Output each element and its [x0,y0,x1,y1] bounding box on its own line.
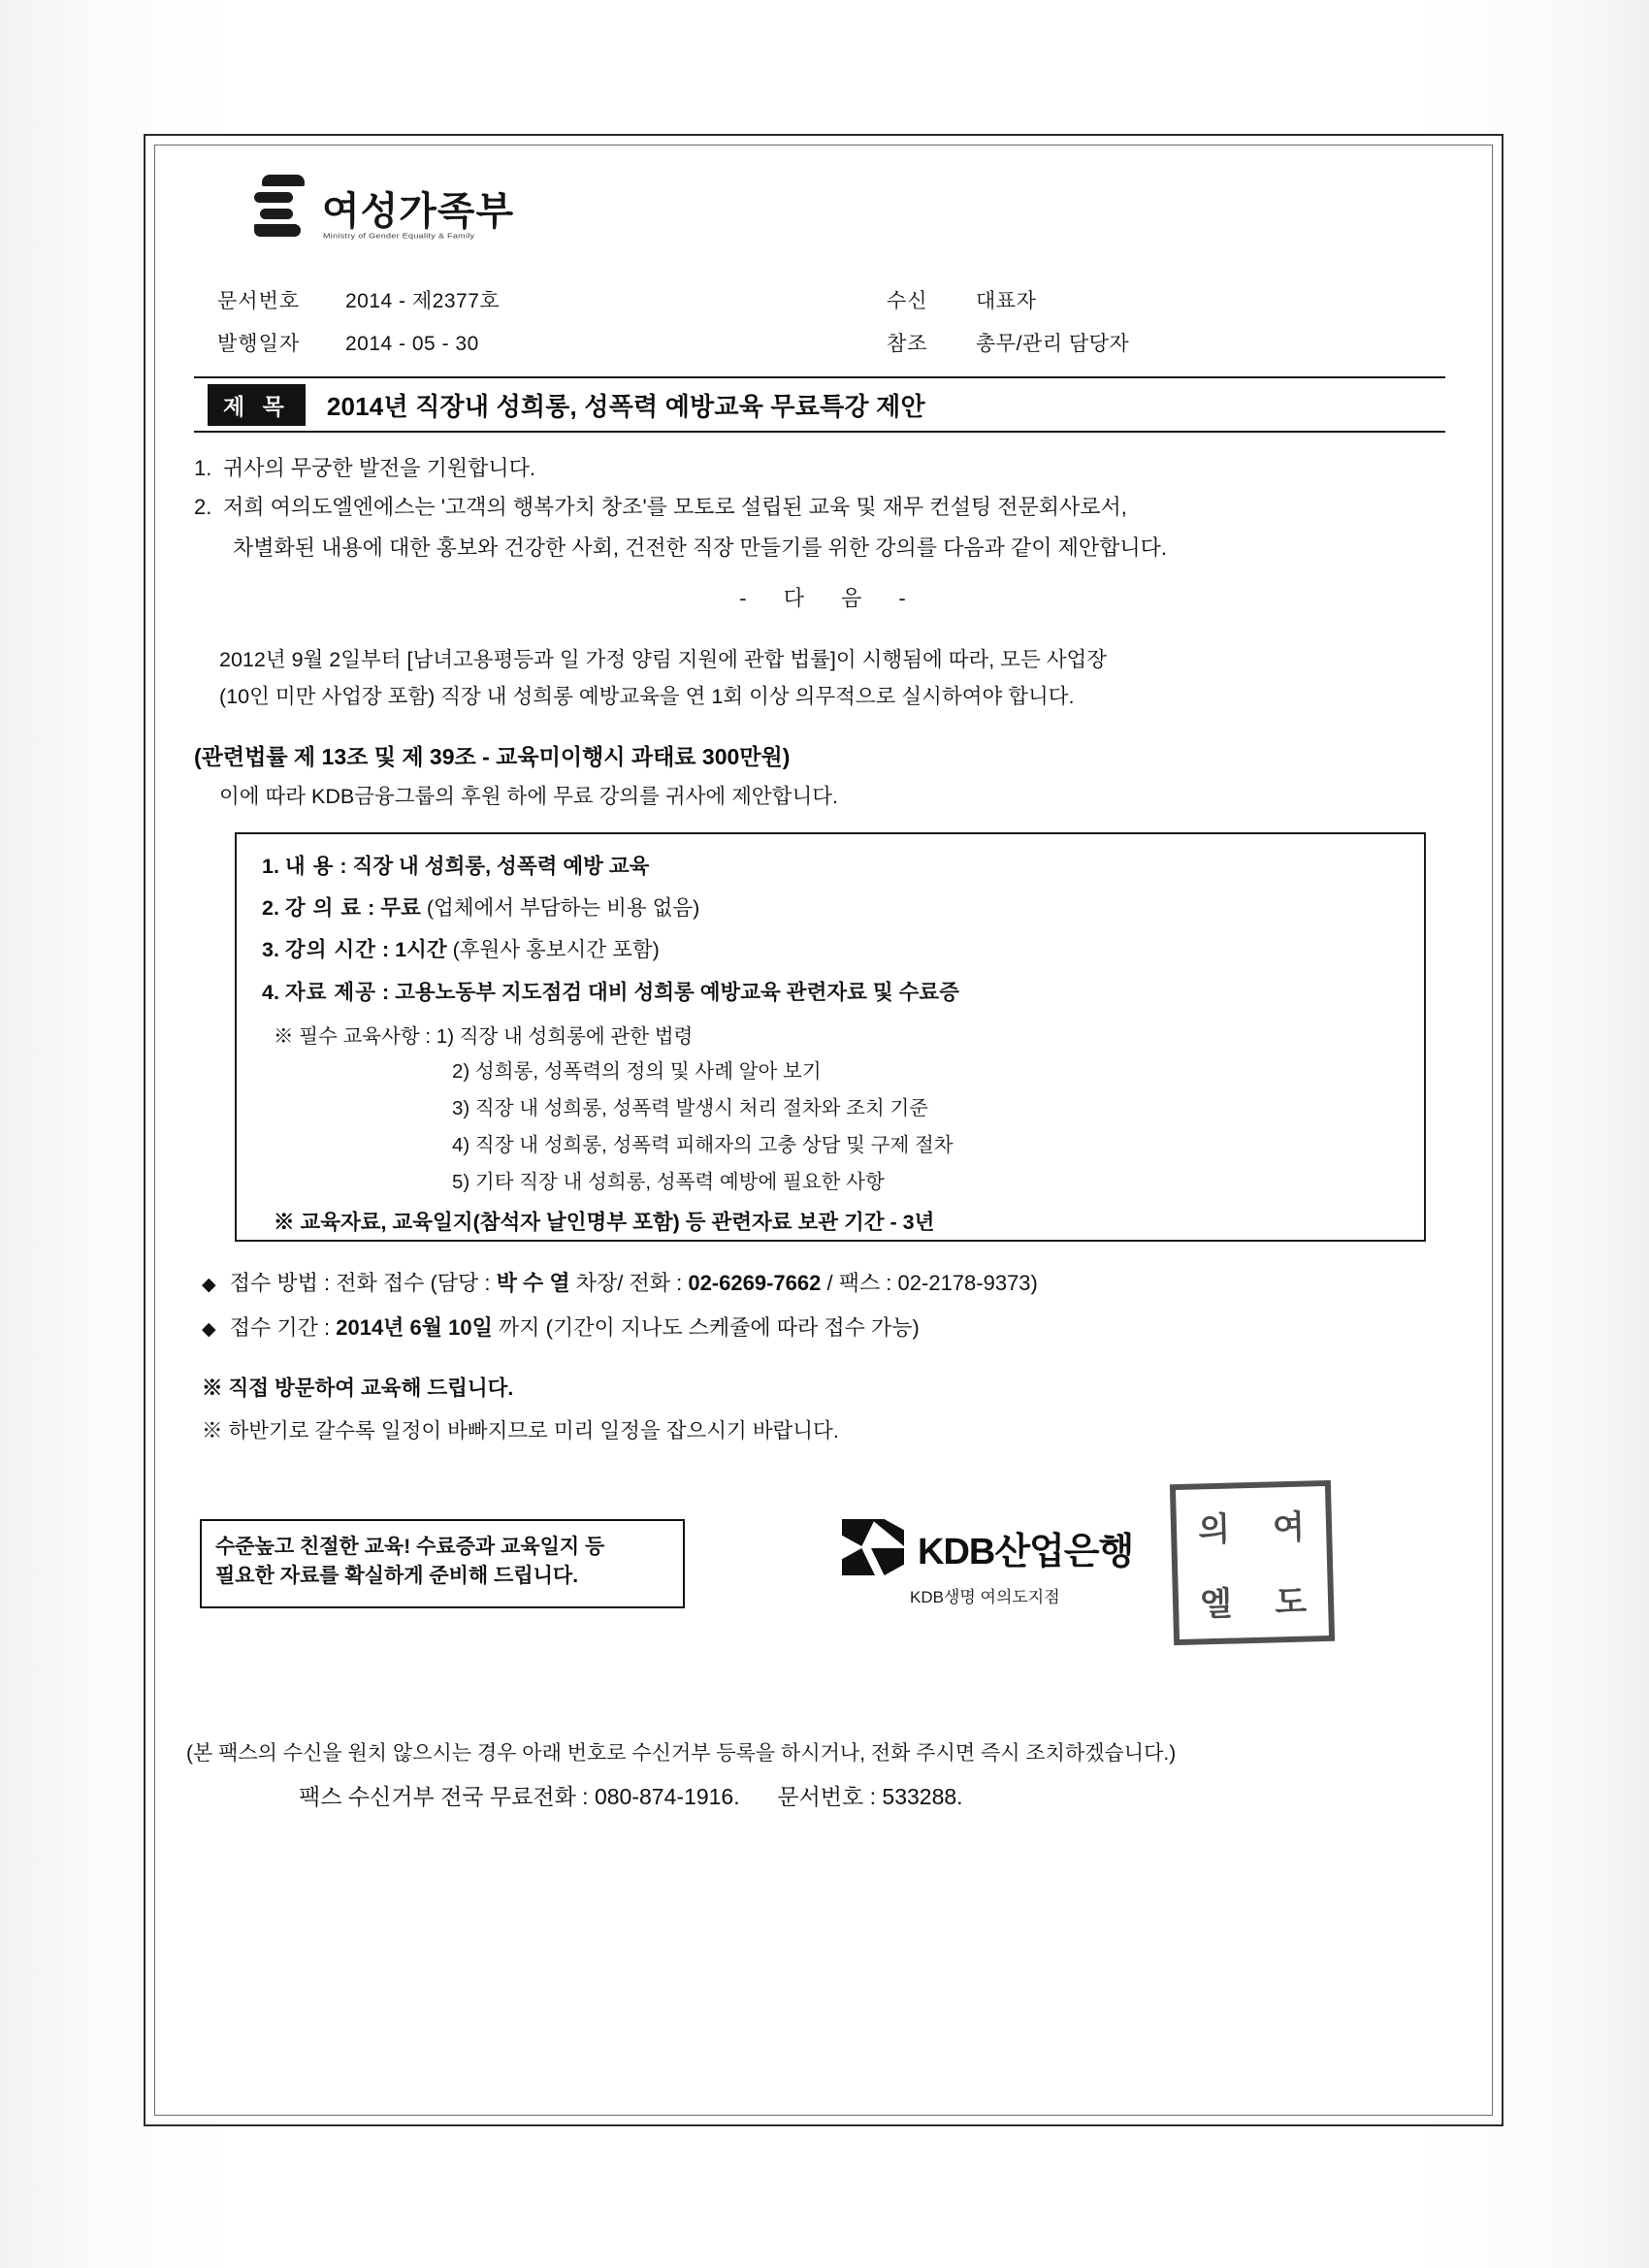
sponsor-logo [842,1517,1133,1577]
document-title-bar [194,376,1445,433]
apply-period-line [202,1312,920,1342]
required-topic-5: 5) 기타 직장 내 성희롱, 성폭력 예방에 필요한 사항 [452,1170,885,1193]
details-line-2-note: (후원사 홍보시간 포함) [452,938,660,962]
details-line-2: 3. 강의 시간 : 1시간 (후원사 홍보시간 포함) [262,938,660,962]
page-title: 2014년 직장내 성희롱, 성폭력 예방교육 무료특강 제안 [326,391,925,421]
apply-period-date: 2014년 6월 10일 [336,1315,493,1340]
details-line-1-num: 2. [262,896,279,921]
diamond-bullet-icon-2: ◆ [202,1319,216,1340]
meta-row-recipient [887,285,1129,314]
title-tag: 제 목 [208,384,306,426]
ministry-logo-subtext: Ministry of Gender Equality & Family [323,231,475,241]
ministry-logo-icon [250,171,310,246]
ministry-logo-text: 여성가족부 [322,189,515,234]
details-line-1-label: 강 의 료 [284,896,363,921]
kdb-logo-icon [842,1517,906,1577]
apply-method-line [202,1267,1038,1297]
document-meta [217,285,1430,371]
note-schedule: ※ 하반기로 갈수록 일정이 바빠지므로 미리 일정을 잡으시기 바랍니다. [202,1419,839,1442]
issue-date-value: 2014 - 05 - 30 [345,333,479,355]
apply-contact-name: 박 수 열 [496,1271,570,1295]
meta-recipient-block [887,285,1129,371]
fax-optout-notice: (본 팩스의 수신을 원치 않으시는 경우 아래 번호로 수신거부 등록을 하시거나, 전화 주시면 즉시 조치하겠습니다.) [186,1742,1177,1765]
promo-line-1: 수준높고 친절한 교육! 수료증과 교육일지 등 [215,1536,605,1558]
note-visit: ※ 직접 방문하여 교육해 드립니다. [202,1377,514,1400]
seal-char-2: 여 [1272,1508,1306,1547]
intro-item-1-number: 1. [194,456,212,480]
section-divider-label: - 다 음 - [739,586,922,610]
background-line-2: (10인 미만 사업장 포함) 직장 내 성희롱 예방교육을 연 1회 이상 의무적으로 실시하여야 합니다. [219,684,1075,708]
apply-fax-number: / 팩스 : 02-2178-9373) [826,1271,1038,1295]
law-penalty-note: (관련법률 제 13조 및 제 39조 - 교육미이행시 과태료 300만원) [194,744,791,769]
details-line-2-label: 강의 시간 [284,938,376,962]
details-line-3: 4. 자료 제공 : 고용노동부 지도점검 대비 성희롱 예방교육 관련자료 및 수료증 [262,980,959,1004]
promo-line-2: 필요한 자료를 확실하게 준비해 드립니다. [215,1565,579,1588]
intro-item-1 [194,452,1455,491]
cc-label: 참조 [887,333,928,355]
details-line-3-num: 4. [262,980,279,1004]
details-line-1: 2. 강 의 료 : 무료 (업체에서 부담하는 비용 없음) [262,896,700,921]
details-line-0-value: 직장 내 성희롱, 성폭력 예방 교육 [352,855,650,878]
intro-item-2 [194,491,1455,530]
doc-no-value: 2014 - 제2377호 [345,290,501,312]
required-topics-head: ※ 필수 교육사항 : 1) 직장 내 성희롱에 관한 법령 [274,1024,694,1048]
details-line-0: 1. 내 용 : 직장 내 성희롱, 성폭력 예방 교육 [262,855,650,878]
details-line-2-num: 3. [262,938,279,962]
required-topic-2: 2) 성희롱, 성폭력의 정의 및 사례 알아 보기 [452,1059,822,1083]
intro-item-2-continuation: 차별화된 내용에 대한 홍보와 건강한 사회, 건전한 직장 만들기를 위한 강의를 다음과 같이 제안합니다. [233,535,1168,560]
meta-row-cc [887,328,1129,357]
document-frame [144,134,1504,2126]
required-topic-3: 3) 직장 내 성희롱, 성폭력 발생시 처리 절차와 조치 기준 [452,1096,929,1119]
issue-date-label: 발행일자 [217,333,301,355]
company-seal-stamp [1170,1480,1335,1645]
details-line-1-note: (업체에서 부담하는 비용 없음) [426,896,700,921]
required-topic-4: 4) 직장 내 성희롱, 성폭력 피해자의 고충 상담 및 구제 절차 [452,1133,954,1156]
seal-char-1: 의 [1197,1510,1231,1549]
apply-phone-number: 02-6269-7662 [688,1271,822,1295]
background-line-1: 2012년 9월 2일부터 [남녀고용평등과 일 가정 양림 지원에 관합 법률]이 시행됨에 따라, 모든 사업장 [219,648,1108,671]
fax-optout-number: 팩스 수신거부 전국 무료전화 : 080-874-1916. [299,1784,740,1809]
fax-optout-line [299,1779,963,1811]
intro-item-2-text: 저희 여의도엘엔에스는 '고객의 행복가치 창조'를 모토로 설립된 교육 및 재무 컨설팅 전문회사로서, [223,495,1127,519]
background-paragraph [219,642,1432,715]
records-retention-note: ※ 교육자료, 교육일지(참석자 날인명부 포함) 등 관련자료 보관 기간 - 3년 [274,1210,935,1234]
apply-method-prefix: 접수 방법 : 전화 접수 (담당 : [229,1271,491,1295]
sponsor-name: KDB산업은행 [918,1531,1134,1572]
footer-doc-number: 문서번호 : 533288. [777,1784,963,1809]
seal-char-4: 도 [1274,1583,1308,1622]
promo-box [200,1519,685,1608]
details-line-1-value: 무료 [380,896,421,921]
meta-row-issue-date [217,328,1430,357]
apply-name-suffix: 차장/ 전화 : [575,1271,683,1295]
diamond-bullet-icon: ◆ [202,1275,216,1295]
recipient-value: 대표자 [976,290,1037,312]
seal-char-3: 엘 [1199,1585,1233,1624]
details-line-3-label: 자료 제공 [284,980,376,1004]
doc-no-label: 문서번호 [217,290,301,312]
details-box [235,832,1426,1242]
details-line-3-value: 고용노동부 지도점검 대비 성희롱 예방교육 관련자료 및 수료증 [395,980,959,1004]
meta-row-doc-no [217,285,1430,314]
details-line-0-num: 1. [262,855,279,878]
cc-value: 총무/관리 담당자 [976,333,1130,355]
sponsor-proposal-line: 이에 따라 KDB금융그룹의 후원 하에 무료 강의를 귀사에 제안합니다. [219,785,838,808]
intro-item-1-text: 귀사의 무궁한 발전을 기원합니다. [223,456,535,480]
details-line-0-label: 내 용 [284,855,335,878]
recipient-label: 수신 [887,290,928,312]
apply-period-prefix: 접수 기간 : [229,1315,331,1340]
intro-item-2-number: 2. [194,495,212,519]
details-line-2-value: 1시간 [395,938,447,962]
apply-period-suffix: 까지 (기간이 지나도 스케쥴에 따라 접수 가능) [499,1315,920,1340]
sponsor-branch: KDB생명 여의도지점 [910,1588,1060,1606]
